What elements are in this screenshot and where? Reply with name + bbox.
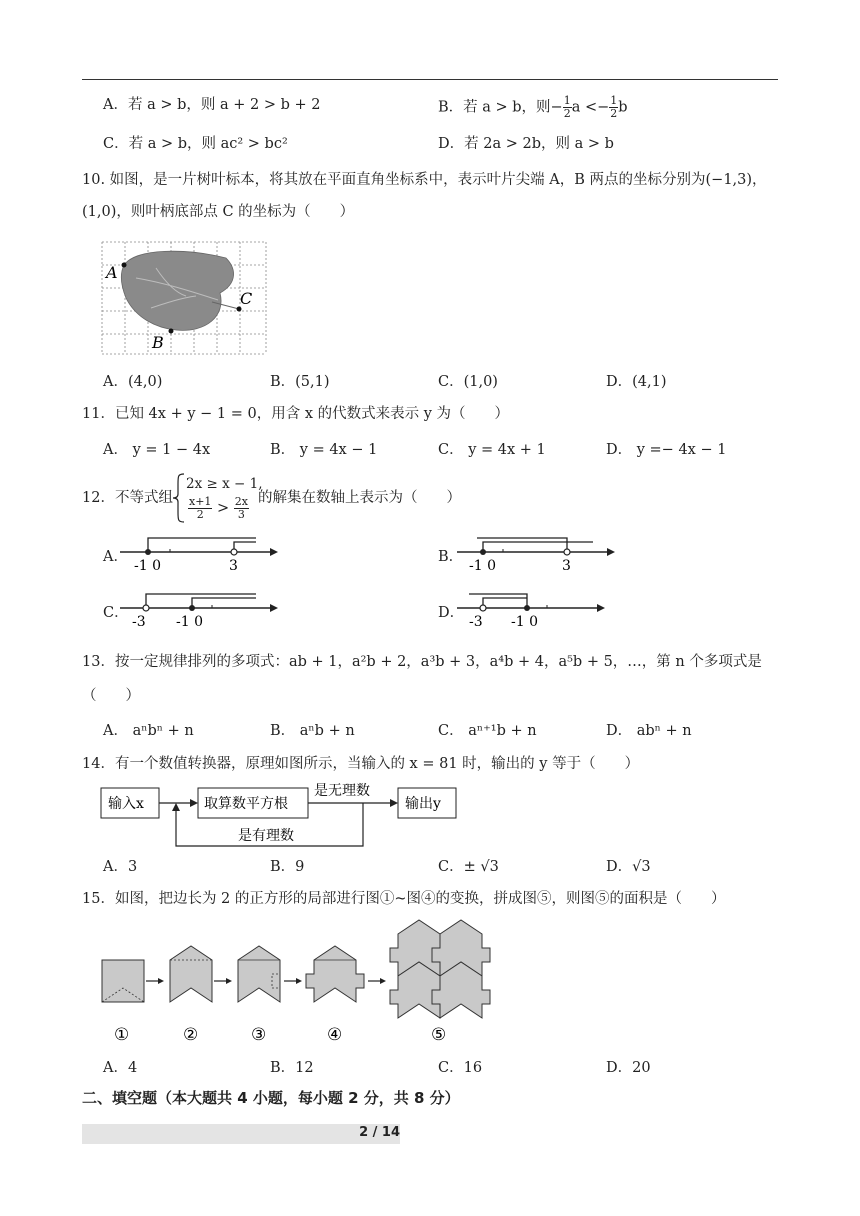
svg-text:3: 3: [562, 558, 571, 574]
flow-input-box: 输入x: [108, 796, 144, 812]
svg-text:-1 0: -1 0: [134, 558, 161, 574]
svg-text:-3: -3: [132, 614, 146, 630]
q13-stem-line2: （ ）: [82, 688, 140, 704]
q15-option-a: A．4: [103, 1060, 138, 1076]
q14-stem: 14．有一个数值转换器，原理如图所示，当输入的 x = 81 时，输出的 y 等于（ ）: [82, 756, 640, 772]
q12-option-b: B．: [438, 549, 464, 565]
q14-flowchart: [98, 778, 460, 850]
q11-stem: 11．已知 4x + y − 1 = 0，用含 x 的代数式来表示 y 为（ ）: [82, 406, 510, 422]
header-rule: [82, 79, 778, 80]
q14-option-a: A．3: [103, 859, 138, 875]
q11-option-b: B． y = 4x − 1: [270, 442, 378, 458]
q12-suffix: 的解集在数轴上表示为（ ）: [258, 490, 461, 506]
q12-numberline-d: [455, 588, 617, 630]
label-c: C: [240, 289, 253, 308]
q12-option-c: C．: [103, 605, 129, 621]
flow-sqrt-box: 取算数平方根: [204, 796, 288, 812]
fig1-label: ①: [114, 1025, 130, 1045]
svg-text:-3: -3: [469, 614, 483, 630]
fig3-label: ③: [251, 1025, 267, 1045]
point-a: [122, 263, 127, 268]
q13-option-b: B． aⁿb + n: [270, 723, 355, 739]
leaf-grid-figure: [96, 238, 272, 360]
q9-option-c: C．若 a > b，则 ac² > bc²: [103, 136, 288, 152]
fig5-label: ⑤: [431, 1025, 447, 1045]
q10-option-b: B．(5,1): [270, 374, 330, 390]
q14-option-c: C．± √3: [438, 859, 499, 875]
q9-option-b-post: b: [618, 99, 628, 116]
q13-option-c: C． aⁿ⁺¹b + n: [438, 723, 537, 739]
flow-output-box: 输出y: [405, 796, 441, 812]
label-b: B: [152, 333, 164, 352]
q12-numberline-b: [455, 532, 617, 574]
flow-label-rational: 是有理数: [238, 828, 294, 844]
page-number: 2 / 14: [359, 1125, 400, 1140]
q9-option-b-pre: B．若 a > b，则−: [438, 99, 563, 116]
q13-option-a: A． aⁿbⁿ + n: [103, 723, 194, 739]
q10-option-d: D．(4,1): [606, 374, 667, 390]
q15-figures: [96, 916, 500, 1048]
q11-option-a: A． y = 1 − 4x: [103, 442, 211, 458]
label-a: A: [106, 263, 118, 282]
q12-numberline-a: [118, 532, 280, 574]
q9-option-a: A．若 a > b，则 a + 2 > b + 2: [103, 97, 321, 113]
q10-stem-line2: (1,0)，则叶柄底部点 C 的坐标为（ ）: [82, 204, 355, 220]
q15-stem: 15．如图，把边长为 2 的正方形的局部进行图①~图④的变换，拼成图⑤，则图⑤的面积是（ ）: [82, 891, 726, 907]
point-b: [169, 329, 174, 334]
q12-option-d: D．: [438, 605, 465, 621]
q13-stem-line1: 13．按一定规律排列的多项式：ab + 1，a²b + 2，a³b + 3，a⁴b + 4，a⁵b + 5，…，第 n 个多项式是: [82, 654, 762, 670]
q12-ineq2: $\frac{x+1}{2}$ > $\frac{2x}{3}$: [189, 495, 248, 521]
q10-option-a: A．(4,0): [103, 374, 163, 390]
q15-option-c: C．16: [438, 1060, 483, 1076]
flow-label-irrational: 是无理数: [314, 783, 370, 799]
svg-text:3: 3: [229, 558, 238, 574]
q9-frac-1: $\frac{1}{2}$: [563, 94, 571, 120]
q10-option-c: C．(1,0): [438, 374, 498, 390]
q11-option-c: C． y = 4x + 1: [438, 442, 546, 458]
q15-option-b: B．12: [270, 1060, 314, 1076]
q10-stem-line1: 10. 如图，是一片树叶标本，将其放在平面直角坐标系中，表示叶片尖端 A，B 两点的坐标分别为(−1,3)，: [82, 172, 767, 188]
q12-option-a: A．: [103, 549, 128, 565]
section-heading: 二、填空题（本大题共 4 小题，每小题 2 分，共 8 分）: [82, 1089, 460, 1107]
q14-option-b: B．9: [270, 859, 305, 875]
q12-prefix: 12．不等式组: [82, 490, 173, 506]
q12-numberline-c: [118, 588, 280, 630]
q9-frac-2: $\frac{1}{2}$: [610, 94, 618, 120]
q9-option-b-mid: a <−: [571, 99, 610, 116]
q15-option-d: D．20: [606, 1060, 651, 1076]
svg-text:-1 0: -1 0: [511, 614, 538, 630]
q11-option-d: D． y =− 4x − 1: [606, 442, 727, 458]
q9-option-d: D．若 2a > 2b，则 a > b: [438, 136, 614, 152]
svg-text:-1 0: -1 0: [469, 558, 496, 574]
q12-ineq1: 2x ≥ x − 1,: [186, 476, 263, 492]
q12-brace: [172, 472, 186, 524]
q14-option-d: D．√3: [606, 859, 651, 875]
fig2-label: ②: [183, 1025, 199, 1045]
fig4-label: ④: [327, 1025, 343, 1045]
q13-option-d: D． abⁿ + n: [606, 723, 692, 739]
q9-option-b: [438, 95, 628, 120]
svg-text:-1 0: -1 0: [176, 614, 203, 630]
